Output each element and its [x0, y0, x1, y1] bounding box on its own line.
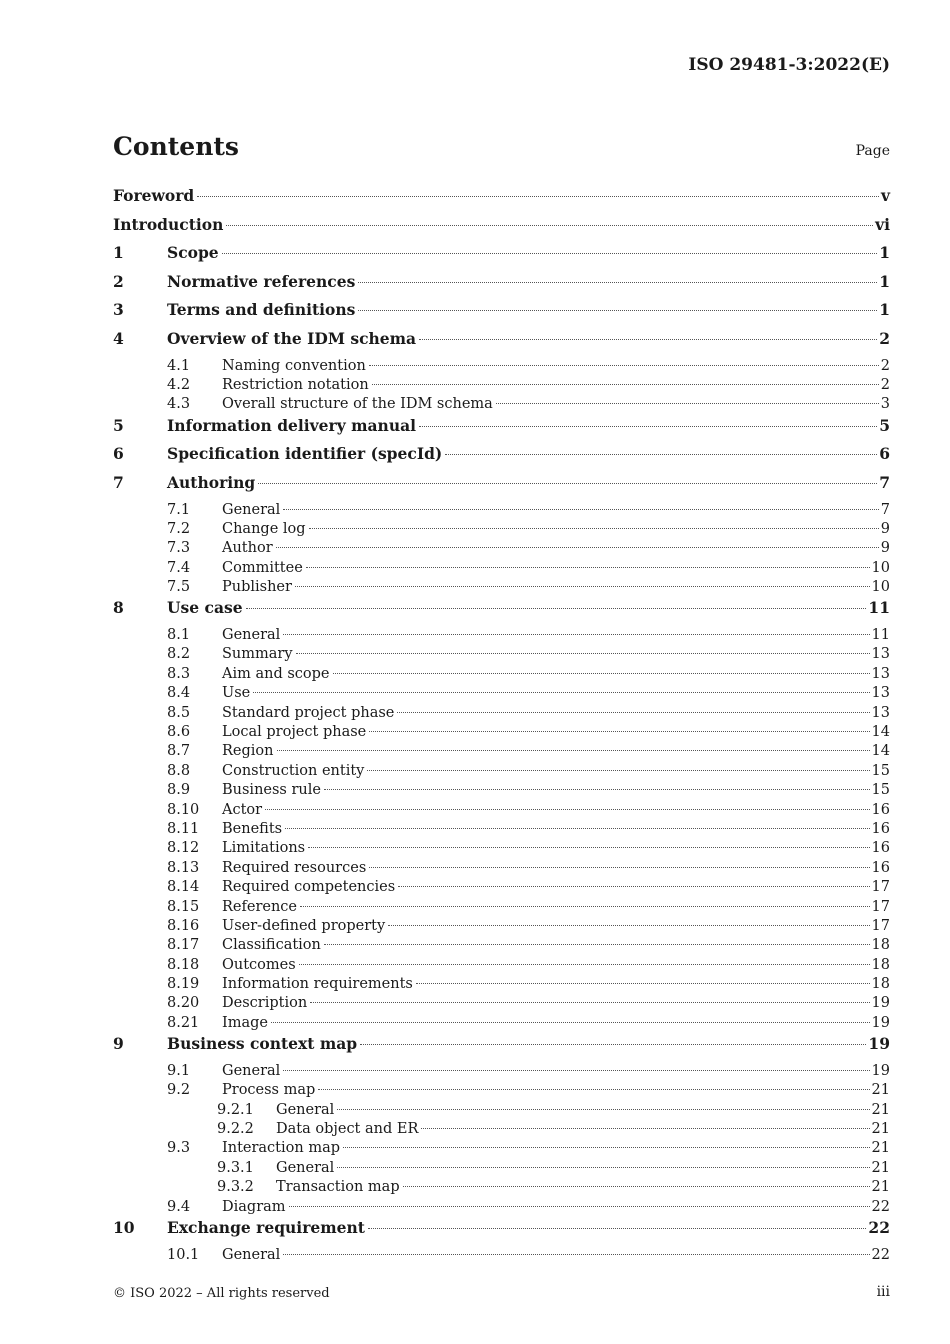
toc-entry-page: 21 [871, 1140, 890, 1157]
toc-dot-leader [309, 528, 879, 529]
toc-dot-leader [283, 509, 878, 510]
toc-entry-title: Information requirements [222, 976, 413, 993]
toc-entry[interactable] [113, 377, 890, 396]
toc-entry[interactable] [113, 416, 890, 445]
toc-entry[interactable] [113, 1015, 890, 1034]
toc-entry[interactable] [113, 666, 890, 685]
toc-entry-page: 19 [871, 1062, 890, 1079]
toc-entry[interactable] [113, 598, 890, 627]
toc-entry-number: 9.4 [167, 1198, 191, 1215]
toc-dot-leader [285, 828, 869, 829]
toc-dot-leader [258, 483, 877, 484]
toc-entry-page: vi [875, 214, 890, 234]
toc-dot-leader [299, 964, 870, 965]
toc-entry[interactable] [113, 1034, 890, 1063]
toc-entry-title: Naming convention [222, 357, 366, 374]
toc-entry-page: 14 [871, 743, 890, 760]
toc-dot-leader [310, 1002, 869, 1003]
toc-entry-page: 22 [868, 1217, 890, 1237]
toc-entry-page: 18 [871, 956, 890, 973]
toc-dot-leader [265, 809, 869, 810]
toc-entry-title: Construction entity [222, 762, 365, 779]
toc-entry-number: 8 [113, 598, 124, 618]
toc-entry-page: 14 [871, 724, 890, 741]
toc-entry-number: 4 [113, 328, 124, 348]
toc-entry[interactable] [113, 329, 890, 358]
toc-entry-number: 9.2 [167, 1082, 191, 1099]
toc-entry-number: 8.11 [167, 820, 200, 837]
toc-entry-title: General [222, 1062, 281, 1079]
toc-entry-number: 7.2 [167, 520, 191, 537]
toc-entry-page: 21 [871, 1159, 890, 1176]
toc-entry-page: 11 [868, 598, 890, 618]
toc-entry-page: 6 [879, 444, 890, 464]
toc-entry-number: 9.2.2 [217, 1121, 254, 1138]
toc-entry-title: Benefits [222, 820, 283, 837]
toc-entry-page: 3 [880, 396, 890, 413]
toc-entry-page: 18 [871, 937, 890, 954]
toc-entry[interactable] [113, 1179, 890, 1198]
toc-entry[interactable] [113, 243, 890, 272]
toc-entry[interactable] [113, 724, 890, 743]
toc-entry-number: 8.6 [167, 724, 191, 741]
toc-entry[interactable] [113, 1082, 890, 1101]
toc-entry-number: 10 [113, 1217, 135, 1237]
toc-dot-leader [283, 1254, 869, 1255]
toc-entry-title: Local project phase [222, 724, 367, 741]
toc-entry-number: 8.4 [167, 685, 191, 702]
toc-entry[interactable] [113, 957, 890, 976]
toc-entry-title: Introduction [113, 214, 224, 234]
toc-entry-title: Image [222, 1014, 268, 1031]
toc-entry-page: 13 [871, 646, 890, 663]
toc-entry-page: 9 [880, 520, 890, 537]
toc-entry-number: 8.15 [167, 898, 200, 915]
toc-dot-leader [360, 1044, 866, 1045]
toc-dot-leader [369, 867, 869, 868]
toc-entry-page: 21 [871, 1179, 890, 1196]
toc-entry-page: 21 [871, 1082, 890, 1099]
toc-entry-title: Region [222, 743, 274, 760]
toc-entry-title: Process map [222, 1082, 316, 1099]
toc-entry-title: General [222, 1246, 281, 1263]
toc-entry-number: 8.7 [167, 743, 191, 760]
toc-entry[interactable] [113, 473, 890, 502]
toc-dot-leader [306, 567, 870, 568]
toc-entry-number: 8.8 [167, 762, 191, 779]
toc-entry-title: Overview of the IDM schema [167, 328, 417, 348]
toc-entry[interactable] [113, 579, 890, 598]
toc-entry-title: Aim and scope [222, 665, 330, 682]
toc-entry-number: 8.12 [167, 840, 200, 857]
toc-entry-title: Outcomes [222, 956, 296, 973]
toc-dot-leader [253, 692, 869, 693]
toc-dot-leader [337, 1167, 869, 1168]
toc-entry-page: 17 [871, 879, 890, 896]
toc-dot-leader [308, 847, 869, 848]
toc-entry[interactable] [113, 1218, 890, 1247]
toc-entry-number: 9.1 [167, 1062, 191, 1079]
toc-entry-number: 8.20 [167, 995, 200, 1012]
toc-entry[interactable] [113, 396, 890, 415]
toc-dot-leader [369, 731, 869, 732]
toc-dot-leader [318, 1089, 869, 1090]
toc-dot-leader [324, 789, 870, 790]
toc-entry-title: Interaction map [222, 1140, 340, 1157]
toc-entry-number: 7.3 [167, 540, 191, 557]
toc-entry-title: Required resources [222, 859, 367, 876]
toc-entry-title: Authoring [167, 472, 256, 492]
toc-entry-page: 22 [871, 1198, 890, 1215]
table-of-contents [113, 186, 890, 1266]
toc-entry-page: 7 [879, 472, 890, 492]
toc-entry[interactable] [113, 646, 890, 665]
toc-entry-page: 15 [871, 782, 890, 799]
toc-entry-number: 8.1 [167, 627, 191, 644]
toc-entry[interactable] [113, 300, 890, 329]
toc-entry-number: 8.17 [167, 937, 200, 954]
toc-dot-leader [324, 944, 870, 945]
toc-entry-title: Scope [167, 243, 219, 263]
toc-entry-title: Restriction notation [222, 376, 369, 393]
toc-dot-leader [296, 653, 870, 654]
toc-entry-title: Summary [222, 646, 293, 663]
toc-entry-title: Business rule [222, 782, 321, 799]
toc-entry[interactable] [113, 918, 890, 937]
toc-entry[interactable] [113, 186, 890, 215]
toc-entry-page: 5 [879, 415, 890, 435]
toc-entry[interactable] [113, 502, 890, 521]
toc-entry[interactable] [113, 802, 890, 821]
toc-entry-title: Overall structure of the IDM schema [222, 396, 493, 413]
toc-entry-number: 8.10 [167, 801, 200, 818]
toc-entry-title: General [222, 501, 281, 518]
toc-entry-page: 9 [880, 540, 890, 557]
toc-dot-leader [277, 750, 870, 751]
toc-entry-number: 1 [113, 243, 124, 263]
toc-dot-leader [197, 196, 879, 197]
toc-dot-leader [271, 1022, 870, 1023]
toc-entry-page: 2 [880, 376, 890, 393]
toc-dot-leader [222, 253, 878, 254]
toc-entry-page: 19 [868, 1034, 890, 1054]
toc-entry-page: 2 [879, 328, 890, 348]
toc-dot-leader [367, 770, 869, 771]
document-id: ISO 29481-3:2022(E) [688, 55, 890, 75]
toc-entry-page: 17 [871, 898, 890, 915]
toc-entry-title: Diagram [222, 1198, 286, 1215]
toc-entry-title: General [222, 627, 281, 644]
toc-dot-leader [276, 547, 879, 548]
toc-entry-title: Publisher [222, 579, 292, 596]
toc-entry[interactable] [113, 937, 890, 956]
toc-dot-leader [358, 310, 877, 311]
toc-dot-leader [246, 608, 867, 609]
toc-entry-title: Normative references [167, 271, 356, 291]
toc-entry-title: Use [222, 685, 251, 702]
toc-entry[interactable] [113, 705, 890, 724]
toc-entry-title: Required competencies [222, 879, 396, 896]
toc-entry-page: 11 [871, 627, 890, 644]
toc-entry-title: Foreword [113, 186, 195, 205]
toc-entry-title: Actor [222, 801, 263, 818]
toc-entry-title: Description [222, 995, 308, 1012]
toc-entry-page: 21 [871, 1101, 890, 1118]
toc-dot-leader [295, 586, 870, 587]
toc-entry-title: Terms and definitions [167, 300, 356, 320]
toc-entry[interactable] [113, 272, 890, 301]
toc-entry[interactable] [113, 1121, 890, 1140]
footer-page-number: iii [876, 1284, 890, 1300]
contents-title: Contents [113, 132, 240, 161]
toc-entry-number: 2 [113, 271, 124, 291]
toc-entry[interactable] [113, 444, 890, 473]
toc-entry-number: 6 [113, 444, 124, 464]
toc-entry-title: Limitations [222, 840, 306, 857]
toc-entry-page: 13 [871, 685, 890, 702]
toc-dot-leader [496, 403, 879, 404]
toc-dot-leader [419, 339, 877, 340]
toc-entry-number: 3 [113, 300, 124, 320]
toc-entry-number: 8.19 [167, 976, 200, 993]
toc-entry-title: Business context map [167, 1034, 358, 1054]
toc-entry[interactable] [113, 782, 890, 801]
toc-entry-number: 8.13 [167, 859, 200, 876]
toc-entry-number: 7.1 [167, 501, 191, 518]
toc-entry-page: 17 [871, 917, 890, 934]
toc-entry-number: 8.2 [167, 646, 191, 663]
toc-entry-page: 19 [871, 995, 890, 1012]
toc-entry-page: 1 [879, 300, 890, 320]
toc-entry-page: 1 [879, 243, 890, 263]
toc-entry-number: 9.3.1 [217, 1159, 254, 1176]
toc-entry-page: 13 [871, 704, 890, 721]
toc-entry-page: 16 [871, 859, 890, 876]
toc-entry-number: 9.3 [167, 1140, 191, 1157]
toc-entry[interactable] [113, 627, 890, 646]
toc-entry-title: Exchange requirement [167, 1217, 365, 1237]
toc-dot-leader [416, 983, 870, 984]
toc-entry-number: 4.2 [167, 376, 191, 393]
toc-entry-number: 8.21 [167, 1014, 200, 1031]
toc-entry-title: Standard project phase [222, 704, 395, 721]
toc-entry-page: 16 [871, 820, 890, 837]
toc-dot-leader [368, 1228, 867, 1229]
toc-dot-leader [419, 426, 877, 427]
toc-entry-page: 22 [871, 1246, 890, 1263]
toc-entry[interactable] [113, 215, 890, 244]
toc-entry-number: 7.5 [167, 579, 191, 596]
toc-entry-number: 8.9 [167, 782, 191, 799]
toc-entry-page: 15 [871, 762, 890, 779]
toc-entry-title: Information delivery manual [167, 415, 417, 435]
toc-entry[interactable] [113, 879, 890, 898]
toc-entry[interactable] [113, 995, 890, 1014]
toc-entry-number: 8.18 [167, 956, 200, 973]
toc-dot-leader [283, 1070, 869, 1071]
toc-entry-page: 21 [871, 1121, 890, 1138]
toc-entry-number: 8.3 [167, 665, 191, 682]
toc-entry-title: Specification identifier (specId) [167, 444, 443, 464]
toc-entry-number: 9.3.2 [217, 1179, 254, 1196]
toc-entry-page: 19 [871, 1014, 890, 1031]
toc-entry[interactable] [113, 1063, 890, 1082]
toc-entry-number: 5 [113, 415, 124, 435]
toc-entry-title: Committee [222, 559, 303, 576]
toc-entry-title: General [276, 1101, 335, 1118]
toc-entry-page: 16 [871, 840, 890, 857]
toc-entry-number: 8.14 [167, 879, 200, 896]
toc-entry[interactable] [113, 821, 890, 840]
toc-dot-leader [300, 906, 870, 907]
toc-entry-number: 7 [113, 472, 124, 492]
toc-dot-leader [403, 1186, 870, 1187]
toc-entry-number: 8.16 [167, 917, 200, 934]
toc-entry-page: 10 [871, 559, 890, 576]
toc-dot-leader [445, 454, 877, 455]
toc-entry-page: 2 [880, 357, 890, 374]
toc-entry[interactable] [113, 899, 890, 918]
toc-entry-number: 9 [113, 1034, 124, 1054]
toc-dot-leader [289, 1206, 870, 1207]
toc-entry-number: 10.1 [167, 1246, 200, 1263]
toc-entry[interactable] [113, 1140, 890, 1159]
toc-entry[interactable] [113, 1160, 890, 1179]
toc-dot-leader [333, 673, 870, 674]
toc-dot-leader [337, 1109, 869, 1110]
toc-entry-page: 10 [871, 579, 890, 596]
toc-entry-title: Author [222, 540, 273, 557]
toc-entry[interactable] [113, 1199, 890, 1218]
toc-entry[interactable] [113, 763, 890, 782]
toc-entry-title: Data object and ER [276, 1121, 419, 1138]
toc-entry-page: 18 [871, 976, 890, 993]
toc-entry-number: 8.5 [167, 704, 191, 721]
toc-entry-number: 9.2.1 [217, 1101, 254, 1118]
toc-dot-leader [358, 282, 877, 283]
toc-entry-number: 4.3 [167, 396, 191, 413]
toc-entry[interactable] [113, 560, 890, 579]
toc-entry-number: 7.4 [167, 559, 191, 576]
toc-entry[interactable] [113, 685, 890, 704]
toc-entry-title: Change log [222, 520, 306, 537]
toc-entry-page: 16 [871, 801, 890, 818]
toc-entry-page: v [880, 186, 890, 205]
toc-entry[interactable] [113, 840, 890, 859]
toc-entry-title: User-defined property [222, 917, 386, 934]
toc-entry-title: Classification [222, 937, 321, 954]
toc-entry-title: Transaction map [276, 1179, 400, 1196]
toc-entry-page: 1 [879, 271, 890, 291]
footer-copyright: © ISO 2022 – All rights reserved [113, 1286, 330, 1301]
toc-dot-leader [388, 925, 869, 926]
toc-dot-leader [369, 365, 879, 366]
toc-entry-number: 4.1 [167, 357, 191, 374]
toc-dot-leader [372, 384, 879, 385]
toc-dot-leader [398, 886, 869, 887]
toc-entry-title: Use case [167, 598, 243, 618]
toc-entry[interactable] [113, 1247, 890, 1266]
toc-entry[interactable] [113, 521, 890, 540]
toc-entry-page: 13 [871, 665, 890, 682]
toc-dot-leader [226, 225, 873, 226]
toc-entry[interactable] [113, 860, 890, 879]
toc-entry-title: Reference [222, 898, 297, 915]
toc-entry[interactable] [113, 540, 890, 559]
toc-entry[interactable] [113, 743, 890, 762]
toc-dot-leader [421, 1128, 869, 1129]
toc-dot-leader [397, 712, 869, 713]
toc-entry-title: General [276, 1159, 335, 1176]
page-column-heading: Page [855, 143, 890, 159]
toc-dot-leader [343, 1147, 870, 1148]
toc-entry[interactable] [113, 976, 890, 995]
toc-dot-leader [283, 634, 869, 635]
toc-entry[interactable] [113, 358, 890, 377]
toc-entry-page: 7 [880, 501, 890, 518]
toc-entry[interactable] [113, 1102, 890, 1121]
